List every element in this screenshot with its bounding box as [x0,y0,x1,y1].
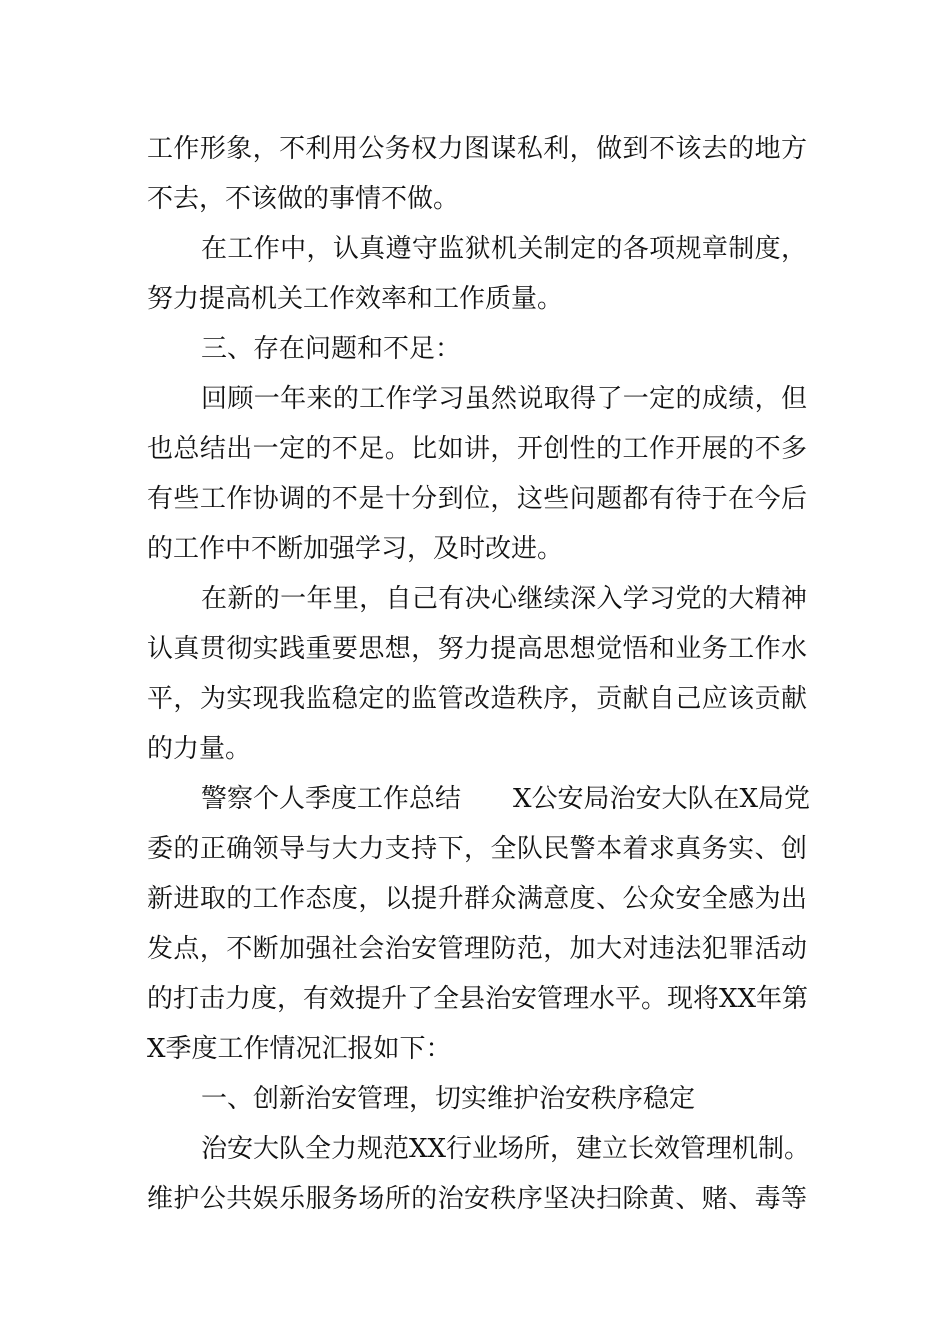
paragraph-start-line: 在新的一年里，自己有决心继续深入学习党的大精神 [201,584,807,614]
paragraph-start-line: 回顾一年来的工作学习虽然说取得了一定的成绩，但 [201,384,807,414]
text-line: 的打击力度，有效提升了全县治安管理水平。现将XX年第 [147,984,809,1014]
paragraph-start-line: 在工作中，认真遵守监狱机关制定的各项规章制度， [201,234,807,264]
text-line: 工作形象，不利用公务权力图谋私利，做到不该去的地方 [147,134,807,164]
text-line: 也总结出一定的不足。比如讲，开创性的工作开展的不多 [147,434,807,464]
text-line: 委的正确领导与大力支持下，全队民警本着求真务实、创 [147,834,807,864]
text-line: 维护公共娱乐服务场所的治安秩序坚决扫除黄、赌、毒等 [147,1184,807,1214]
section-heading: 三、存在问题和不足： [201,334,462,364]
document-body [147,124,811,1224]
text-line: X季度工作情况汇报如下： [147,1034,452,1064]
text-line: 认真贯彻实践重要思想，努力提高思想觉悟和业务工作水 [147,634,807,664]
section-heading: 一、创新治安管理，切实维护治安秩序稳定 [201,1084,696,1114]
text-line: 平，为实现我监稳定的监管改造秩序，贡献自己应该贡献 [147,684,807,714]
text-line: 的工作中不断加强学习，及时改进。 [147,534,564,564]
text-line: 努力提高机关工作效率和工作质量。 [147,284,564,314]
paragraph-start-line: 治安大队全力规范XX行业场所，建立长效管理机制。 [201,1134,811,1164]
text-line: 不去，不该做的事情不做。 [147,184,460,214]
text-line: 的力量。 [147,734,252,764]
text-line: 有些工作协调的不是十分到位，这些问题都有待于在今后 [147,484,807,514]
paragraph-start-line: 警察个人季度工作总结 X公安局治安大队在X局党 [201,784,811,814]
text-line: 发点，不断加强社会治安管理防范，加大对违法犯罪活动 [147,934,807,964]
text-line: 新进取的工作态度，以提升群众满意度、公众安全感为出 [147,884,807,914]
